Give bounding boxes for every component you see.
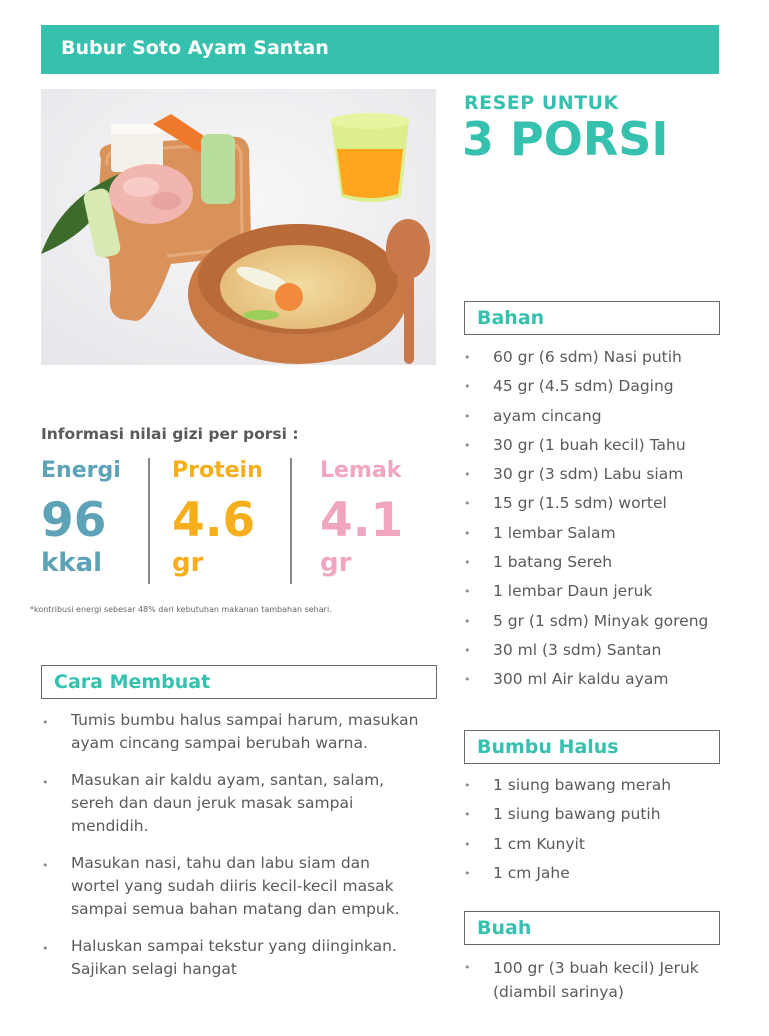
nutrition-unit: kkal [41, 548, 103, 578]
buah-list [493, 956, 721, 1004]
ingredient-item: • 1 lembar Salam [493, 524, 708, 553]
ingredient-item: • 30 ml (3 sdm) Santan [493, 641, 708, 670]
nutrition-label: Energi [41, 458, 121, 483]
nutrition-label: Lemak [320, 458, 402, 483]
buah-heading: Buah [477, 917, 532, 939]
nutrition-label: Protein [172, 458, 263, 483]
step-item: • Masukan air kaldu ayam, santan, salam, sereh dan daun jeruk masak sampai mendidih. [71, 769, 421, 838]
nutrition-divider [290, 458, 292, 584]
ingredient-item: • ayam cincang [493, 407, 708, 436]
ingredient-item: • 45 gr (4.5 sdm) Daging [493, 377, 708, 406]
step-item: • Haluskan sampai tekstur yang diinginkan. Sajikan selagi hangat [71, 935, 421, 981]
nutrition-value: 4.6 [172, 493, 256, 548]
nutrition-footnote: *kontribusi energi sebesar 48% dari kebutuhan makanan tambahan sehari. [30, 605, 332, 614]
fruit-item: • 100 gr (3 buah kecil) Jeruk (diambil sarinya) [493, 956, 721, 1004]
recipe-title: Bubur Soto Ayam Santan [61, 37, 329, 59]
nutrition-unit: gr [320, 548, 352, 578]
ingredient-item: • 1 batang Sereh [493, 553, 708, 582]
bumbu-heading-box [464, 730, 720, 764]
serving-count: 3 PORSI [462, 112, 669, 166]
nutrition-value: 4.1 [320, 493, 404, 548]
step-item: • Masukan nasi, tahu dan labu siam dan wortel yang sudah diiris kecil-kecil masak sampai semua bahan matang dan empuk. [71, 852, 421, 921]
spice-item: • 1 siung bawang putih [493, 805, 671, 834]
ingredient-item: • 300 ml Air kaldu ayam [493, 670, 708, 699]
bahan-heading: Bahan [477, 307, 545, 329]
nutrition-unit: gr [172, 548, 204, 578]
nutrition-title: Informasi nilai gizi per porsi : [41, 425, 299, 443]
cara-membuat-heading-box [41, 665, 437, 699]
bumbu-list [493, 776, 671, 893]
bahan-list [493, 348, 708, 700]
ingredient-item: • 1 lembar Daun jeruk [493, 582, 708, 611]
ingredient-item: • 60 gr (6 sdm) Nasi putih [493, 348, 708, 377]
ingredient-item: • 30 gr (1 buah kecil) Tahu [493, 436, 708, 465]
recipe-header-bar [41, 25, 719, 74]
nutrition-lemak [320, 458, 403, 578]
serving-label: RESEP UNTUK [464, 92, 619, 114]
spice-item: • 1 cm Kunyit [493, 835, 671, 864]
step-item: • Tumis bumbu halus sampai harum, masukan ayam cincang sampai berubah warna. [71, 709, 421, 755]
ingredient-item: • 5 gr (1 sdm) Minyak goreng [493, 612, 708, 641]
recipe-photo [41, 89, 436, 365]
nutrition-protein [172, 458, 263, 578]
nutrition-divider [148, 458, 150, 584]
bumbu-heading: Bumbu Halus [477, 736, 619, 758]
cara-membuat-list [71, 709, 421, 995]
bahan-heading-box [464, 301, 720, 335]
buah-heading-box [464, 911, 720, 945]
nutrition-energi [41, 458, 121, 578]
ingredient-item: • 15 gr (1.5 sdm) wortel [493, 494, 708, 523]
spice-item: • 1 cm Jahe [493, 864, 671, 893]
cara-membuat-heading: Cara Membuat [54, 671, 211, 693]
spice-item: • 1 siung bawang merah [493, 776, 671, 805]
nutrition-value: 96 [41, 493, 107, 548]
ingredient-item: • 30 gr (3 sdm) Labu siam [493, 465, 708, 494]
